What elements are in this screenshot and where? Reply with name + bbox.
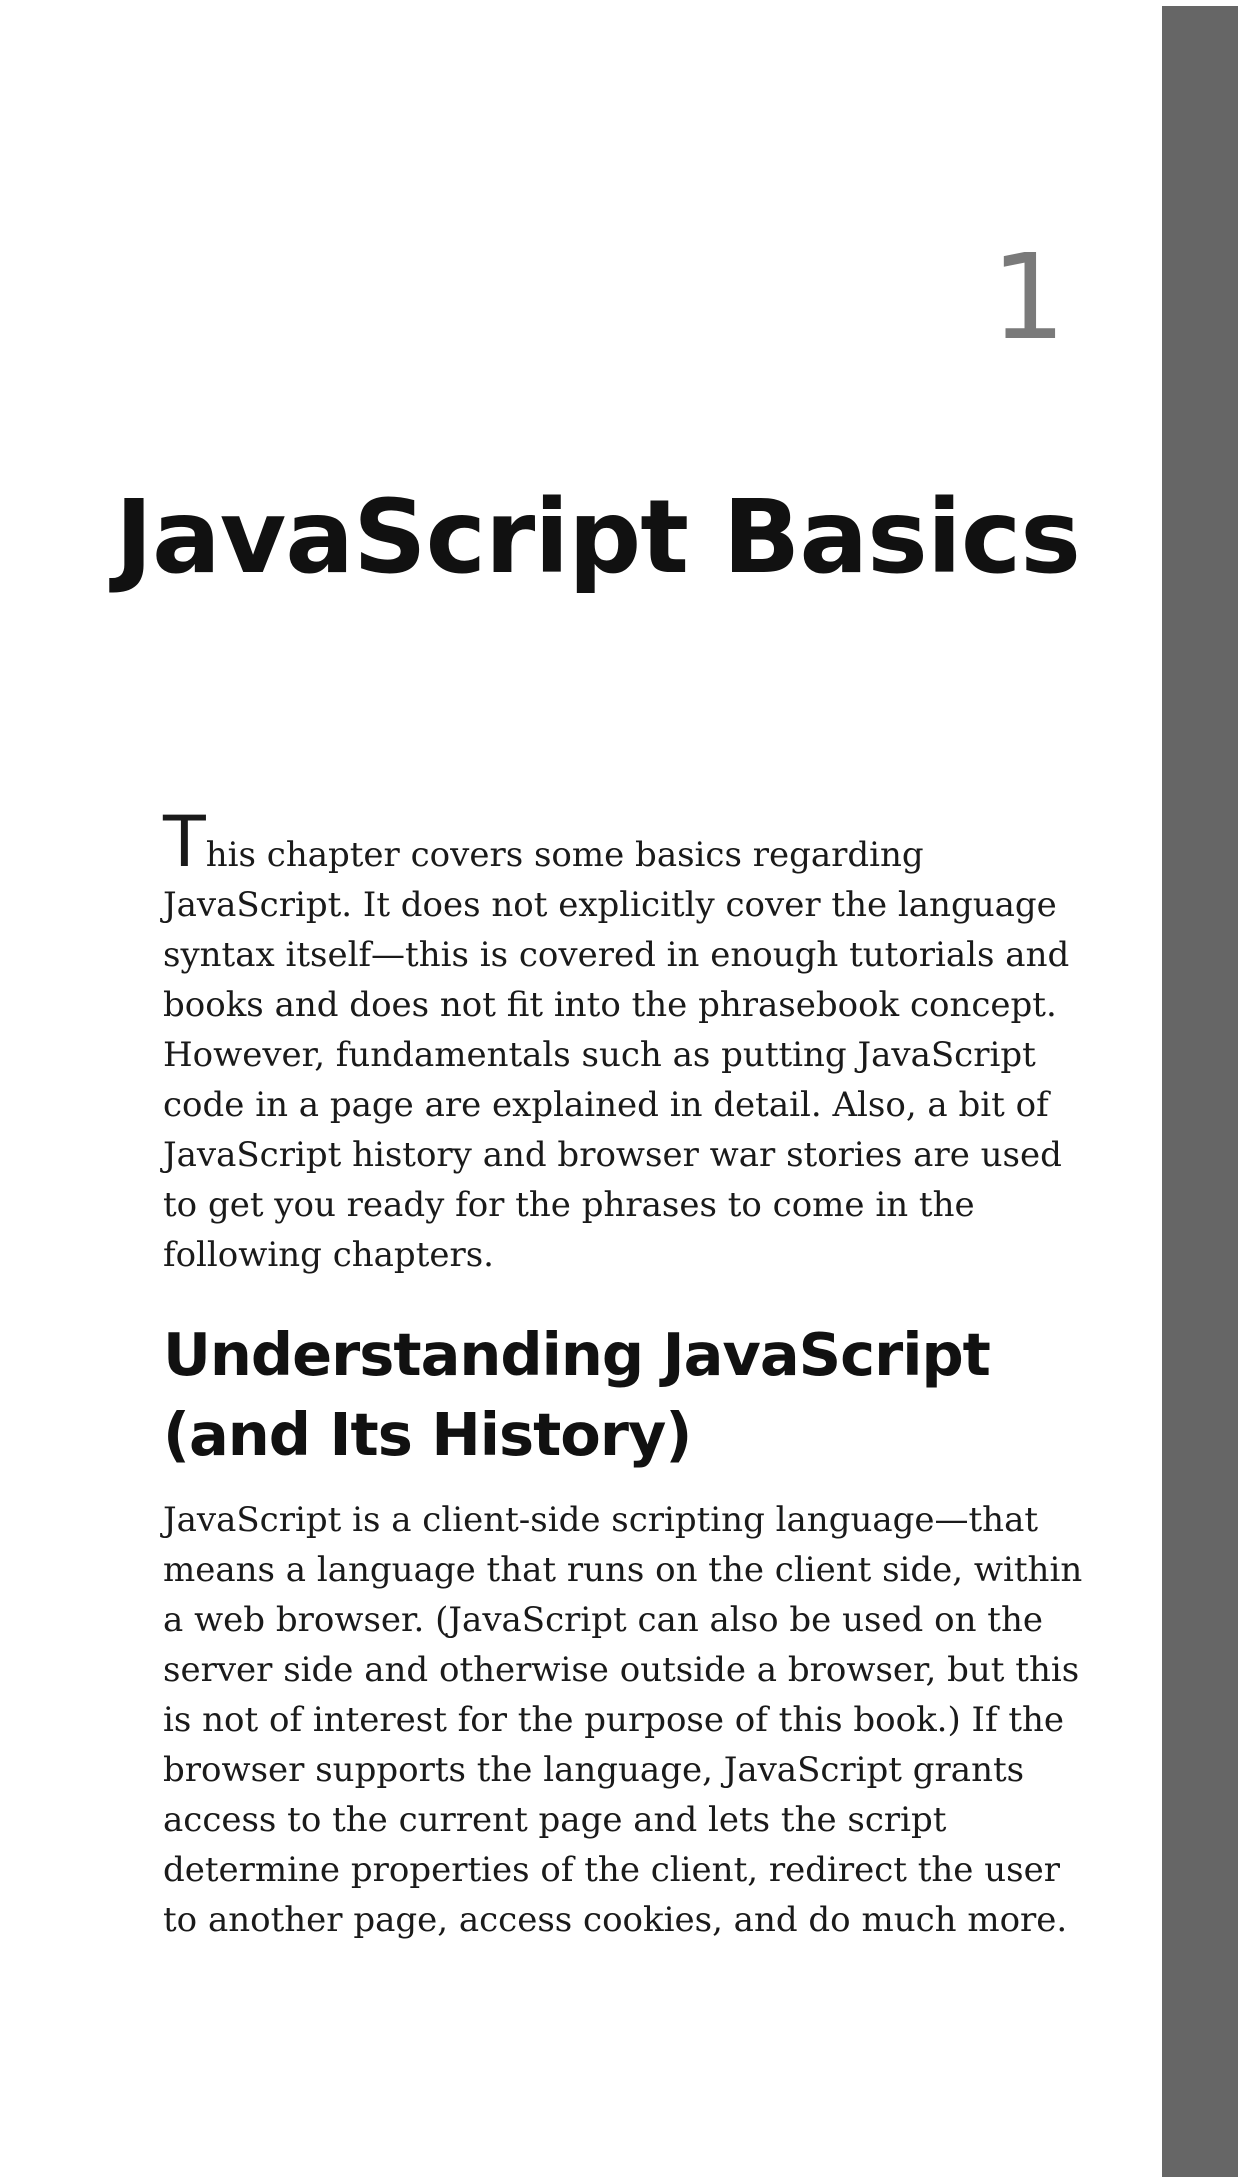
chapter-tab-bar	[1162, 6, 1238, 2177]
intro-paragraph	[163, 801, 1088, 1280]
section-text: JavaScript is a client-side scripting language—that means a language that runs on the client side, within a web browser. (JavaScript can also be used on the server side and otherwise outside a browser, but this is not of interest for the purpose of this book.) If the browser supports the language, JavaScript grants access to the current page and lets the script determine properties of the client, redirect the user to another page, access cookies, and do much more.	[163, 1500, 1083, 1940]
section-heading: Understanding JavaScript (and Its History)	[163, 1320, 990, 1469]
chapter-number: 1	[990, 228, 1066, 366]
section-paragraph	[163, 1495, 1088, 1945]
drop-cap: T	[163, 801, 206, 883]
intro-text: his chapter covers some basics regarding JavaScript. It does not explicitly cover the language syntax itself—this is covered in enough tutorials and books and does not fit into the phrasebook concept. However, fundamentals such as putting JavaScript code in a page are explained in detail. Also, a bit of JavaScript history and browser war stories are used to get you ready for the phrases to come in the following chapters.	[163, 835, 1070, 1275]
chapter-title: JavaScript Basics	[115, 478, 1080, 597]
